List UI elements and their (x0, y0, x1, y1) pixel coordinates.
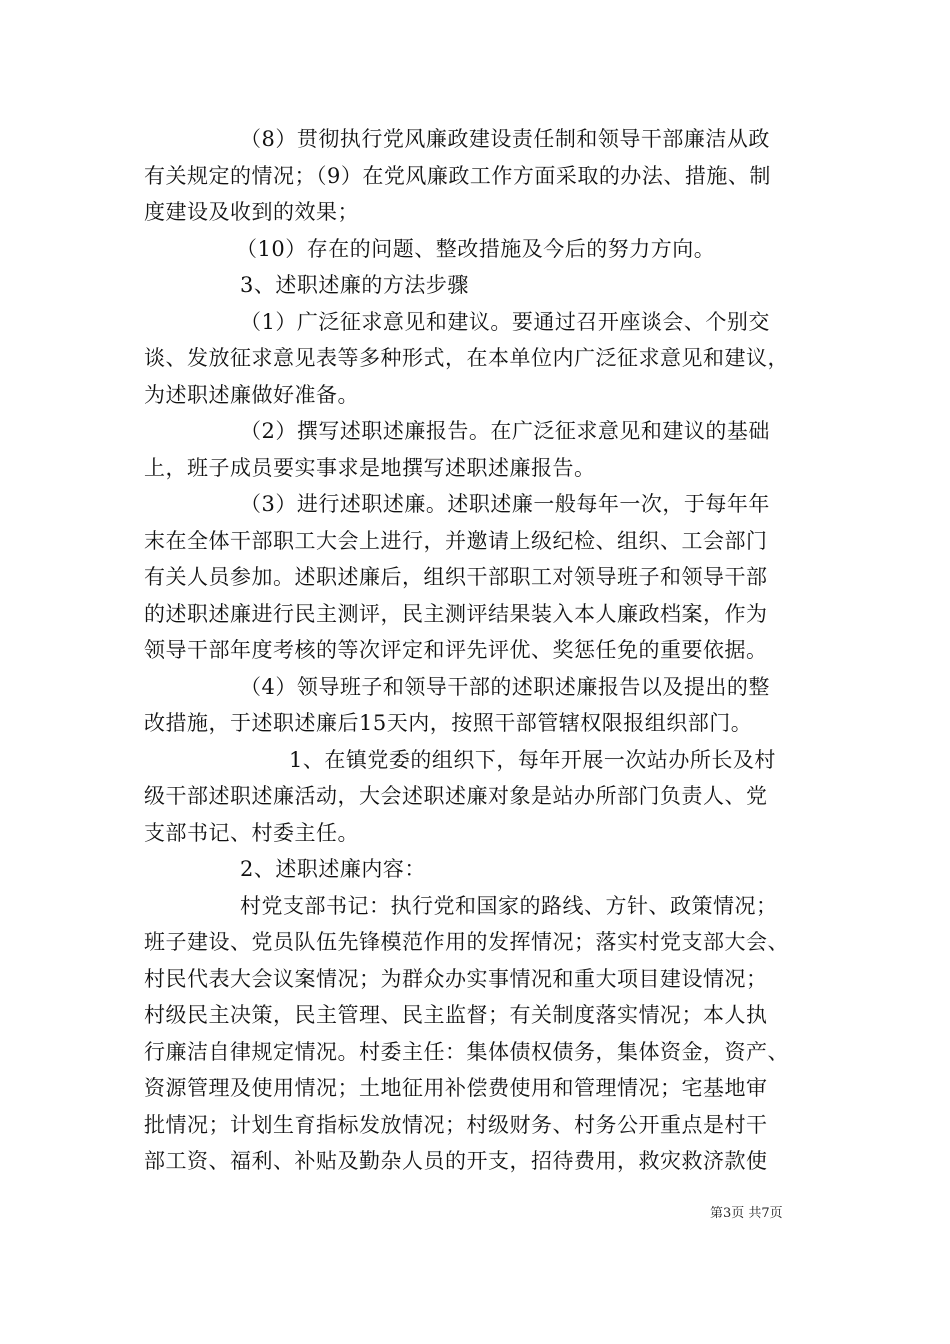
text-line: 资源管理及使用情况；土地征用补偿费使用和管理情况；宅基地审 (144, 1076, 768, 1100)
text-line: 村级民主决策，民主管理、民主监督；有关制度落实情况；本人执 (144, 1003, 768, 1027)
text-line: 1、在镇党委的组织下，每年开展一次站办所长及村 (289, 748, 776, 772)
text-line: （2）撰写述职述廉报告。在广泛征求意见和建议的基础 (240, 419, 770, 443)
text-line: （10）存在的问题、整改措施及今后的努力方向。 (236, 237, 716, 261)
text-line: 改措施，于述职述廉后15天内，按照干部管辖权限报组织部门。 (144, 711, 753, 735)
text-line: 行廉洁自律规定情况。村委主任：集体债权债务，集体资金，资产、 (144, 1040, 789, 1064)
text-line: 有关人员参加。述职述廉后，组织干部职工对领导班子和领导干部 (144, 565, 768, 589)
text-line: 班子建设、党员队伍先锋模范作用的发挥情况；落实村党支部大会、 (144, 930, 789, 954)
text-line: （1）广泛征求意见和建议。要通过召开座谈会、个别交 (240, 310, 770, 334)
text-line: 末在全体干部职工大会上进行，并邀请上级纪检、组织、工会部门 (144, 529, 768, 553)
text-line: 谈、发放征求意见表等多种形式，在本单位内广泛征求意见和建议， (144, 346, 789, 370)
text-line: 度建设及收到的效果； (144, 200, 359, 224)
text-line: 2、述职述廉内容： (240, 857, 426, 881)
text-line: 村党支部书记：执行党和国家的路线、方针、政策情况； (240, 894, 778, 918)
text-line: 批情况；计划生育指标发放情况；村级财务、村务公开重点是村干 (144, 1113, 768, 1137)
page-number: 第3页 共7页 (710, 1206, 783, 1221)
text-line: 上，班子成员要实事求是地撰写述职述廉报告。 (144, 456, 596, 480)
text-line: 级干部述职述廉活动，大会述职述廉对象是站办所部门负责人、党 (144, 784, 768, 808)
text-line: （3）进行述职述廉。述职述廉一般每年一次，于每年年 (240, 492, 770, 516)
text-line: （4）领导班子和领导干部的述职述廉报告以及提出的整 (240, 675, 770, 699)
text-line: 3、述职述廉的方法步骤 (240, 273, 469, 297)
text-line: 部工资、福利、补贴及勤杂人员的开支，招待费用，救灾救济款使 (144, 1149, 768, 1173)
text-line: 领导干部年度考核的等次评定和评先评优、奖惩任免的重要依据。 (144, 638, 768, 662)
text-line: （8）贯彻执行党风廉政建设责任制和领导干部廉洁从政 (240, 127, 770, 151)
text-line: 有关规定的情况；（9）在党风廉政工作方面采取的办法、措施、制 (144, 164, 771, 188)
text-line: 的述职述廉进行民主测评，民主测评结果装入本人廉政档案，作为 (144, 602, 768, 626)
text-line: 村民代表大会议案情况；为群众办实事情况和重大项目建设情况； (144, 967, 768, 991)
text-line: 支部书记、村委主任。 (144, 821, 359, 845)
text-line: 为述职述廉做好准备。 (144, 383, 359, 407)
